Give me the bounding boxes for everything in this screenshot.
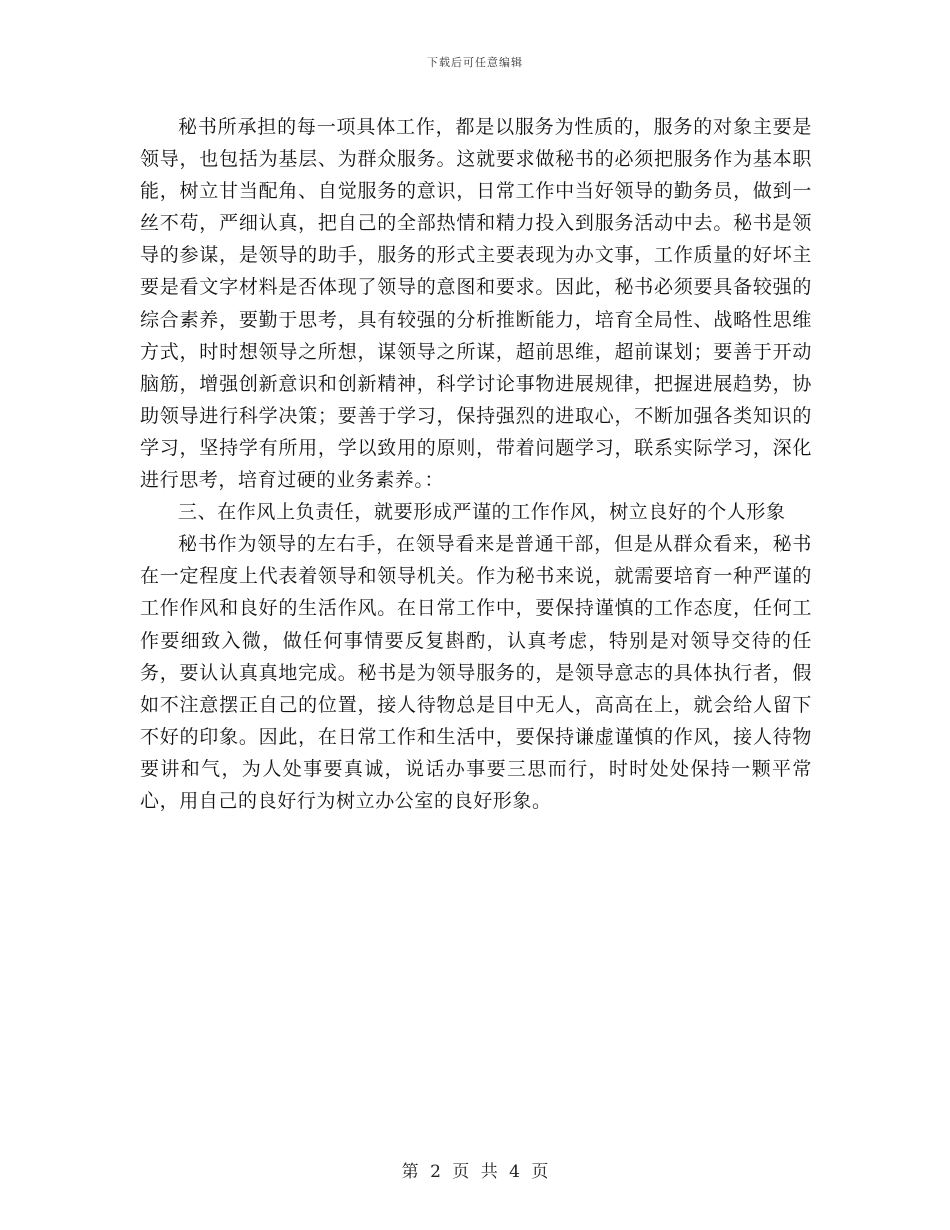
page-number: 第 2 页 共 4 页 [401, 1162, 549, 1182]
paragraph-service-duty: 秘书所承担的每一项具体工作，都是以服务为性质的，服务的对象主要是领导，也包括为基层、为群众服务。这就要求做秘书的必须把服务作为基本职能，树立甘当配角、自觉服务的意识，日常工作中当好领导的勤务员，做到一丝不苟，严细认真，把自己的全部热情和精力投入到服务活动中去。秘书是领导的参谋，是领导的助手，服务的形式主要表现为办文事，工作质量的好坏主要是看文字材料是否体现了领导的意图和要求。因此，秘书必须要具备较强的综合素养，要勤于思考，具有较强的分析推断能力，培育全局性、战略性思维方式，时时想领导之所想，谋领导之所谋，超前思维，超前谋划；要善于开动脑筋，增强创新意识和创新精神，科学讨论事物进展规律，把握进展趋势，协助领导进行科学决策；要善于学习，保持强烈的进取心，不断加强各类知识的学习，坚持学有所用，学以致用的原则，带着问题学习，联系实际学习，深化进行思考，培育过硬的业务素养。： [140, 116, 812, 492]
page-header-note: 下载后可任意编辑 [427, 56, 523, 69]
section-heading-work-style: 三、在作风上负责任，就要形成严谨的工作作风，树立良好的个人形象 [178, 501, 786, 524]
document-body [140, 111, 812, 817]
paragraph-work-style: 秘书作为领导的左右手，在领导看来是普通干部，但是从群众看来，秘书在一定程度上代表着领导和领导机关。作为秘书来说，就需要培育一种严谨的工作作风和良好的生活作风。在日常工作中，要保持谨慎的工作态度，任何工作要细致入微，做任何事情要反复斟酌，认真考虑，特别是对领导交待的任务，要认认真真地完成。秘书是为领导服务的，是领导意志的具体执行者，假如不注意摆正自己的位置，接人待物总是目中无人，高高在上，就会给人留下不好的印象。因此，在日常工作和生活中，要保持谦虚谨慎的作风，接人待物要讲和气，为人处事要真诚，说话办事要三思而行，时时处处保持一颗平常心，用自己的良好行为树立办公室的良好形象。 [140, 533, 812, 812]
